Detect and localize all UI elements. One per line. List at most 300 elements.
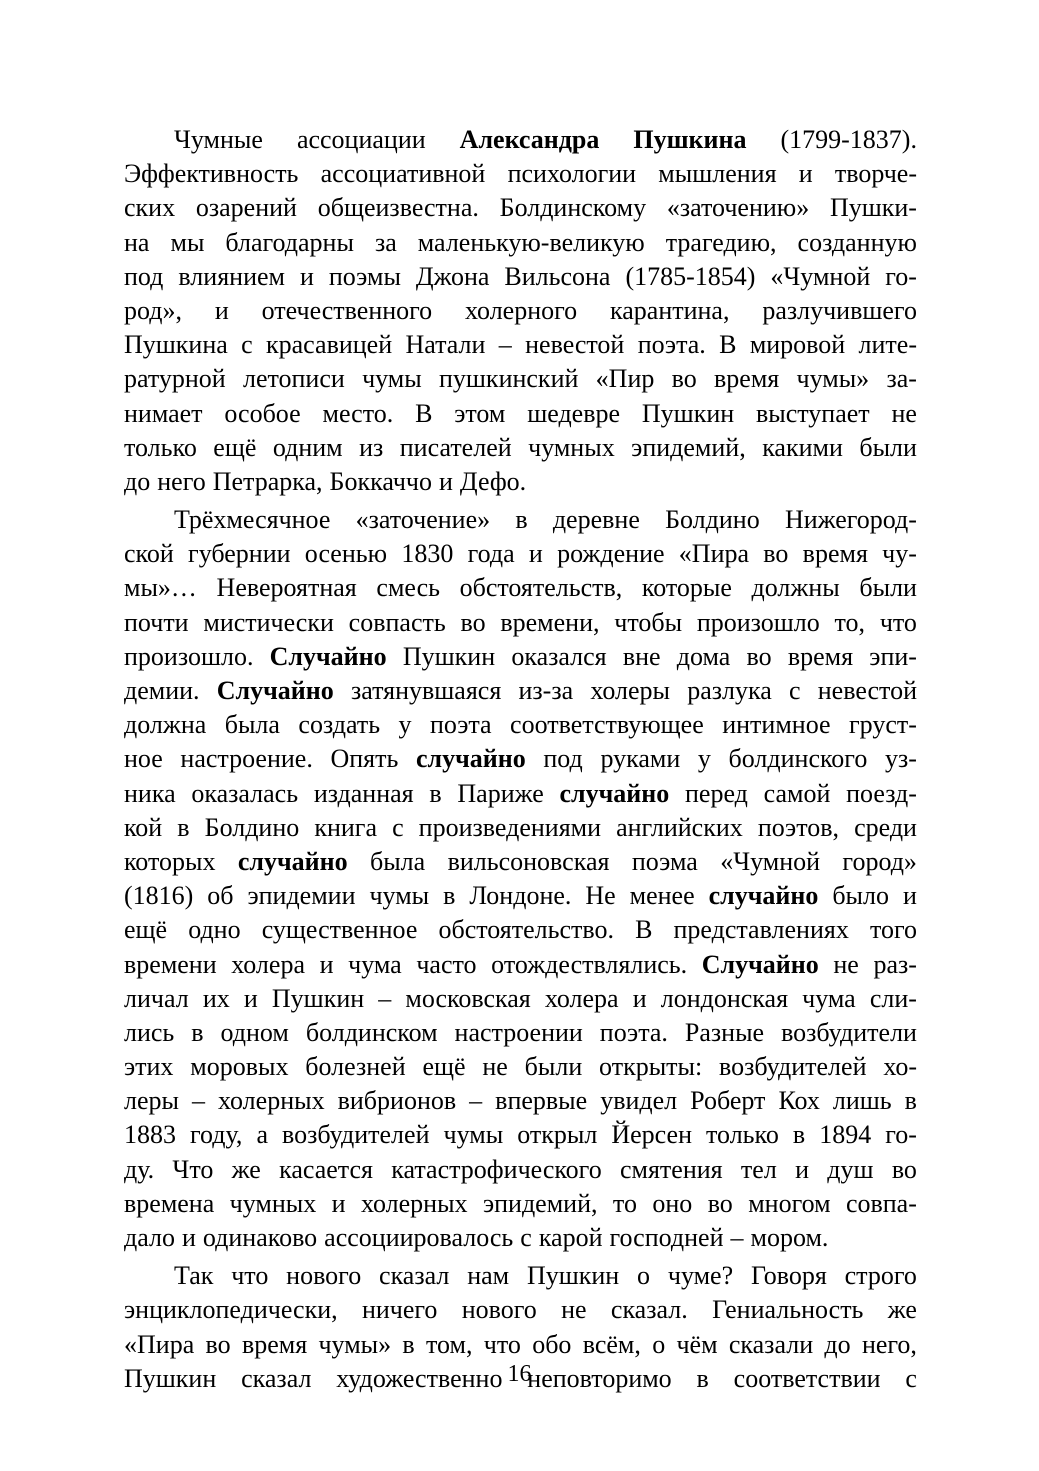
word: и	[243, 983, 258, 1013]
word: 1830	[401, 539, 454, 569]
word: Натали	[405, 330, 486, 360]
word: была	[224, 710, 280, 740]
bold-word	[709, 879, 819, 913]
word: рождение	[557, 539, 665, 569]
word: осенью	[304, 539, 388, 569]
word: и	[632, 983, 647, 1013]
word: Лондоне.	[469, 881, 572, 911]
text-line	[124, 571, 917, 605]
word: чума	[348, 949, 402, 979]
word: из	[359, 432, 384, 462]
text-line	[124, 191, 917, 225]
word: трагедию,	[665, 227, 777, 257]
word: мистически	[203, 607, 334, 637]
word: того	[869, 915, 917, 945]
word: во	[460, 607, 486, 637]
text-line	[124, 811, 917, 845]
word: том,	[426, 1329, 473, 1359]
word: Боккаччо	[329, 466, 432, 496]
emphasis: Случайно	[269, 641, 387, 671]
word: город»	[842, 846, 917, 876]
word: писателей	[399, 432, 512, 462]
word: ассоциации	[296, 125, 426, 154]
word: психологии	[507, 159, 637, 189]
word: одно	[188, 915, 241, 945]
word: демии.	[124, 676, 200, 705]
word: у	[398, 710, 412, 740]
word: в	[443, 881, 456, 911]
word: нам	[467, 1261, 510, 1291]
word: выступает	[756, 398, 870, 428]
text-line	[124, 879, 917, 913]
word: настроении	[454, 1017, 583, 1047]
text-line	[124, 226, 917, 260]
word: то	[612, 1188, 637, 1218]
word: что	[483, 1329, 521, 1359]
text-line	[124, 1084, 917, 1118]
word: создать	[298, 710, 381, 740]
word: Джона	[415, 261, 490, 291]
word: холера	[231, 949, 305, 979]
word: нового	[286, 1261, 362, 1291]
word: и	[798, 159, 813, 189]
word: интимное	[722, 710, 831, 740]
word: этом	[454, 398, 506, 428]
word: мы»…	[124, 573, 197, 603]
word: чумных	[528, 432, 615, 462]
word: совпасть	[348, 607, 446, 637]
word: чумы	[362, 364, 422, 394]
word: чума	[802, 983, 856, 1013]
word: ничего	[361, 1295, 438, 1325]
word: особое	[224, 398, 301, 428]
word: книга	[314, 812, 377, 842]
word: и	[299, 261, 314, 291]
word: и	[439, 466, 453, 496]
emphasis: Пушкина	[633, 125, 747, 154]
word: менее	[629, 881, 695, 911]
word: «Пир	[595, 364, 655, 394]
word: из-за	[518, 676, 574, 705]
text-line	[124, 123, 917, 157]
word: открыты:	[599, 1052, 703, 1082]
word: одинаково	[202, 1223, 318, 1252]
text-line	[124, 1153, 917, 1187]
word: эпидемий,	[631, 432, 746, 462]
word: поэма	[631, 846, 698, 876]
emphasis: случайно	[559, 778, 670, 808]
word: –	[730, 1223, 744, 1252]
word: были	[859, 573, 917, 603]
word: Эффективность	[124, 159, 299, 189]
word: холерного	[465, 295, 578, 325]
text-line	[124, 431, 917, 465]
word: ассоциировалось	[324, 1223, 514, 1252]
word: и	[528, 539, 543, 569]
word: о	[637, 1261, 651, 1291]
word: чём	[676, 1329, 718, 1359]
word: в	[696, 1363, 709, 1393]
word: смятения	[619, 1154, 723, 1184]
word: дало	[124, 1223, 175, 1252]
word: уз-	[884, 744, 917, 774]
word: Кох	[778, 1086, 820, 1116]
word: настроение.	[180, 744, 313, 774]
word: под	[543, 744, 583, 774]
text-line	[124, 742, 917, 776]
word: тел	[740, 1154, 777, 1184]
word: творче-	[834, 159, 917, 189]
word: «Пира	[124, 1329, 195, 1359]
word: поэмы	[328, 261, 401, 291]
word: до	[824, 1329, 851, 1359]
word: среди	[854, 812, 917, 842]
word: Йерсен	[611, 1120, 692, 1150]
word: во	[891, 1154, 917, 1184]
word: время	[714, 364, 780, 394]
word: холера	[544, 983, 619, 1013]
word: Опять	[330, 744, 399, 774]
word: оказалась	[191, 778, 299, 808]
emphasis: случайно	[415, 744, 526, 774]
word: ратурной	[124, 364, 226, 394]
word: английских	[616, 812, 743, 842]
word: Трёхмесячное	[174, 505, 331, 535]
word: времени	[124, 949, 217, 979]
word: в	[402, 1329, 415, 1359]
text-line	[124, 948, 917, 982]
text-line	[124, 913, 917, 947]
word: чумных	[229, 1188, 317, 1218]
word: леры	[124, 1086, 179, 1116]
word: обстоятельств,	[459, 573, 623, 603]
word: время	[787, 641, 854, 671]
word: Болдинскому	[499, 193, 647, 223]
word: –	[498, 330, 512, 360]
word: ассоциативной	[320, 159, 486, 189]
word: «Пира	[678, 539, 750, 569]
word: Гениальность	[712, 1295, 864, 1325]
text-line	[124, 1293, 917, 1327]
bold-word	[238, 845, 348, 879]
word: невестой	[525, 330, 625, 360]
word: эпи-	[869, 641, 917, 671]
word: у	[697, 744, 711, 774]
word: которые	[641, 573, 732, 603]
word: и	[902, 881, 917, 911]
text-line	[124, 708, 917, 742]
word: была	[369, 846, 426, 876]
word: которых	[124, 846, 216, 876]
text-line	[124, 1259, 917, 1293]
word: ещё	[422, 1052, 466, 1082]
word: ное	[124, 744, 163, 774]
word: художественно	[336, 1363, 503, 1393]
text-line	[124, 397, 917, 431]
word: Болдино	[204, 812, 300, 842]
word: невестой	[817, 676, 917, 705]
word: оно	[652, 1188, 693, 1218]
word: поэтов,	[757, 812, 840, 842]
word: ещё	[124, 915, 168, 945]
word: «заточение»	[355, 505, 491, 535]
word: лите-	[858, 330, 917, 360]
word: нового	[461, 1295, 537, 1325]
text-line	[124, 157, 917, 191]
word: и	[214, 295, 229, 325]
word: болезней	[305, 1052, 406, 1082]
word: чумы	[443, 1120, 504, 1150]
word: мышления	[658, 159, 777, 189]
word: существенное	[261, 915, 418, 945]
text-line	[124, 328, 917, 362]
word: было	[832, 881, 889, 911]
word: за-	[886, 364, 917, 394]
word: карой	[538, 1223, 603, 1252]
word: нимает	[124, 398, 203, 428]
word: лондонская	[660, 983, 789, 1013]
word: одном	[220, 1017, 289, 1047]
word: увидел	[600, 1086, 678, 1116]
word: род»,	[124, 295, 182, 325]
word: Петрарка,	[212, 466, 323, 496]
word: кой	[124, 812, 163, 842]
word: не	[561, 1295, 587, 1325]
word: в	[792, 1120, 806, 1150]
word: только	[706, 1120, 779, 1150]
word: шедевре	[527, 398, 621, 428]
text-line	[124, 777, 917, 811]
text-line	[124, 503, 917, 537]
word: с	[905, 1363, 917, 1393]
word: касается	[279, 1154, 373, 1184]
word: во	[763, 539, 789, 569]
word: «заточению»	[666, 193, 810, 223]
word: 1883	[124, 1120, 176, 1150]
word: общеизвестна.	[317, 193, 479, 223]
word: под	[124, 261, 164, 291]
word: холерных	[218, 1086, 325, 1116]
word: до	[124, 466, 151, 496]
word: Вильсона	[504, 261, 611, 291]
word: должны	[751, 573, 840, 603]
word: московская	[405, 983, 531, 1013]
word: всём,	[582, 1329, 641, 1359]
text-line	[124, 465, 917, 499]
bold-word	[633, 123, 746, 157]
word: за	[374, 227, 397, 257]
word: чумы»	[318, 1329, 392, 1359]
bold-word	[702, 948, 819, 982]
word: Пушки-	[829, 193, 917, 223]
word: лишь	[832, 1086, 892, 1116]
word: Болдино	[665, 505, 760, 535]
word: ника	[124, 778, 176, 808]
word: –	[378, 983, 392, 1013]
word: соответствующее	[510, 710, 704, 740]
word: что	[879, 607, 917, 637]
word: году,	[190, 1120, 243, 1150]
word: В	[635, 915, 653, 945]
word: во	[746, 641, 772, 671]
word: вильсоновская	[447, 846, 610, 876]
word: –	[469, 1086, 483, 1116]
word: Что	[172, 1154, 214, 1184]
word: летописи	[242, 364, 345, 394]
word: деревне	[552, 505, 640, 535]
text-line	[124, 674, 917, 708]
word: Так	[174, 1261, 214, 1291]
text-line	[124, 362, 917, 396]
text-line	[124, 1118, 917, 1152]
word: холеры	[590, 676, 671, 705]
word: Дефо.	[459, 466, 527, 496]
text-line	[124, 1221, 917, 1255]
word: должна	[124, 710, 207, 740]
word: впервые	[495, 1086, 588, 1116]
word: строго	[844, 1261, 917, 1291]
word: и	[331, 1188, 346, 1218]
word: «Чумной	[770, 261, 871, 291]
word: мировой	[749, 330, 846, 360]
word: времени,	[500, 607, 600, 637]
word: поэта	[429, 710, 492, 740]
word: отождествлялись.	[491, 949, 688, 979]
word: болдинского	[728, 744, 868, 774]
text-line	[124, 606, 917, 640]
word: в	[191, 1017, 204, 1047]
page-text	[124, 123, 917, 1396]
word: в	[515, 505, 528, 535]
word: место.	[322, 398, 394, 428]
word: же	[887, 1295, 917, 1325]
emphasis: Случайно	[701, 949, 819, 979]
word: Пушкин	[124, 1363, 217, 1393]
word: чумы»	[796, 364, 870, 394]
word: него	[157, 466, 206, 496]
word: энциклопедически,	[124, 1295, 338, 1325]
word: чумы	[369, 881, 430, 911]
paragraph	[124, 123, 917, 499]
word: время	[802, 539, 868, 569]
word: во	[205, 1329, 231, 1359]
word: не	[891, 398, 917, 428]
word: озарений	[195, 193, 297, 223]
word: «Чумной	[720, 846, 821, 876]
word: не	[482, 1052, 508, 1082]
word: (1785-1854)	[625, 261, 756, 291]
word: пушкинский	[439, 364, 579, 394]
word: холерных	[360, 1188, 468, 1218]
word: Пушкин	[641, 398, 735, 428]
word: соответствии	[733, 1363, 881, 1393]
word: ещё	[213, 432, 257, 462]
word: об	[207, 881, 234, 911]
word: обо	[532, 1329, 572, 1359]
word: их	[202, 983, 230, 1013]
word: В	[415, 398, 433, 428]
word: мором.	[750, 1223, 829, 1252]
word: благодарны	[225, 227, 354, 257]
word: этих	[124, 1052, 174, 1082]
word: раз-	[873, 949, 917, 979]
word: лись	[124, 1017, 175, 1047]
word: груст-	[849, 710, 917, 740]
word: –	[192, 1086, 205, 1116]
word: а	[256, 1120, 269, 1150]
text-line	[124, 260, 917, 294]
word: совпа-	[845, 1188, 917, 1218]
word: ской	[124, 539, 174, 569]
word: Пушкина	[124, 330, 228, 360]
word: господней	[609, 1223, 724, 1252]
word: болдинском	[305, 1017, 438, 1047]
bold-word	[217, 674, 334, 708]
word: затянувшаяся	[350, 676, 502, 705]
text-line	[124, 1050, 917, 1084]
text-line	[124, 982, 917, 1016]
word: с	[520, 1223, 532, 1252]
text-line	[124, 1328, 917, 1362]
word: что	[231, 1261, 269, 1291]
word: мы	[170, 227, 205, 257]
emphasis: случайно	[708, 881, 819, 911]
word: эпидемии	[247, 881, 356, 911]
text-line	[124, 294, 917, 328]
word: обстоятельство.	[438, 915, 614, 945]
word: чуме?	[667, 1261, 734, 1291]
text-line	[124, 537, 917, 571]
word: сказал	[379, 1261, 450, 1291]
text-line	[124, 1187, 917, 1221]
word: го-	[885, 1120, 917, 1150]
word: и	[181, 1223, 196, 1252]
text-line	[124, 1016, 917, 1050]
word: только	[124, 432, 197, 462]
word: самой	[763, 778, 831, 808]
word: произошло.	[124, 641, 254, 671]
word: маленькую-великую	[417, 227, 645, 257]
word: с	[392, 812, 404, 842]
word: же	[231, 1154, 261, 1184]
word: и	[319, 949, 334, 979]
word: произошло	[696, 607, 820, 637]
word: Пушкин	[526, 1261, 620, 1291]
word: Роберт	[690, 1086, 766, 1116]
word: с	[789, 676, 801, 705]
bold-word	[270, 640, 387, 674]
word: перед	[685, 778, 748, 808]
word: разлучившего	[762, 295, 917, 325]
bold-word	[416, 742, 526, 776]
paragraph	[124, 503, 917, 1255]
word: произведениями	[418, 812, 602, 842]
word: смесь	[376, 573, 440, 603]
word: поэта.	[599, 1017, 668, 1047]
word: Пушкин	[402, 641, 496, 671]
word: дома	[676, 641, 731, 671]
word: открыл	[517, 1120, 598, 1150]
word: чтобы	[614, 607, 683, 637]
word: (1799-1837).	[780, 125, 917, 154]
word: Париже	[457, 778, 544, 808]
word: то,	[834, 607, 866, 637]
word: не	[833, 949, 859, 979]
word: года	[467, 539, 515, 569]
word: поезд-	[846, 778, 917, 808]
word: сли-	[869, 983, 917, 1013]
word: часто	[416, 949, 477, 979]
